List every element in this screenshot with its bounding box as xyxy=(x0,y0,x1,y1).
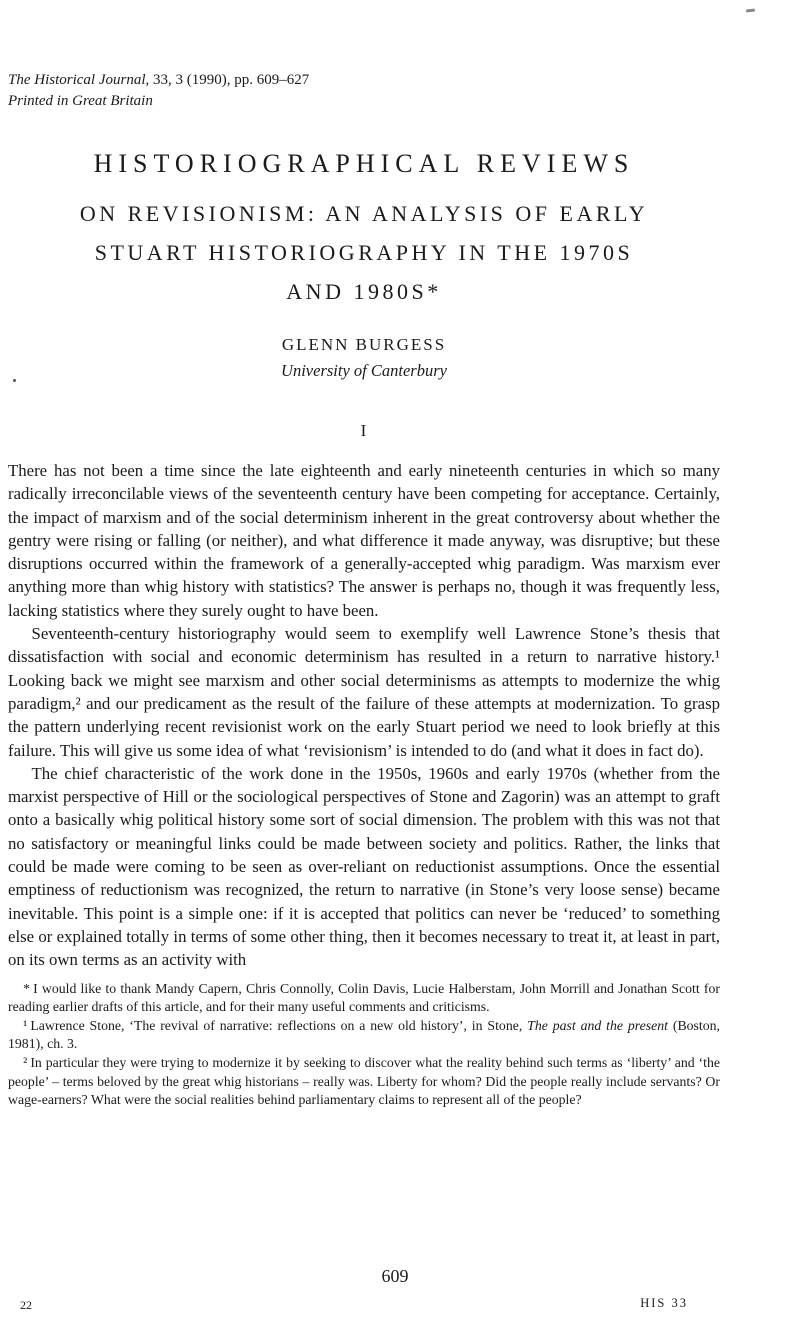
section-numeral: I xyxy=(360,421,368,440)
footnote-marker: ² xyxy=(23,1054,28,1070)
footnote-marker: * xyxy=(23,980,31,996)
author-affiliation: University of Canterbury xyxy=(281,361,447,380)
footnotes xyxy=(8,980,720,1110)
page-number: 609 xyxy=(381,1266,409,1286)
article-title-line-1: ON REVISIONISM: AN ANALYSIS OF EARLY xyxy=(79,201,649,226)
section-heading: HISTORIOGRAPHICAL REVIEWS xyxy=(93,149,635,178)
footnote-1 xyxy=(8,1017,720,1054)
page-content xyxy=(8,0,720,1110)
journal-citation: The Historical Journal, 33, 3 (1990), pp. 609–627 xyxy=(8,72,310,88)
footnote-text: I would like to thank Mandy Capern, Chris Connolly, Colin Davis, Lucie Halberstam, John Morrill and Jonathan Scott for reading earlier drafts of this article, and for their many useful comments and criticisms. xyxy=(8,980,720,1015)
article-title-line-3: AND 1980S* xyxy=(286,279,442,304)
article-title-line-2: STUART HISTORIOGRAPHY IN THE 1970S xyxy=(94,240,634,265)
footnote-asterisk xyxy=(8,980,720,1017)
scan-artifact-icon xyxy=(746,9,755,13)
print-signature-right: HIS 33 xyxy=(640,1296,688,1310)
journal-header xyxy=(8,0,720,112)
body-paragraph-1: There has not been a time since the late eighteenth and early nineteenth centuries in which so many radically irreconcilable views of the seventeenth century have been competing for acceptance. Certainly, the impact of marxism and of the social determinism inherent in the great controversy about whether the gentry were rising or falling (or neither), and what difference it made anyway, was disruptive; but these disruptions occurred within the framework of a generally-accepted whig paradigm. Was marxism ever anything more than whig history with statistics? The answer is perhaps no, though it was frequently less, lacking statistics where they surely ought to have been. xyxy=(8,461,720,620)
printed-in-line: Printed in Great Britain xyxy=(8,93,153,109)
article-body xyxy=(8,459,720,972)
article-title xyxy=(8,194,720,311)
footnote-text: In particular they were trying to modernize it by seeking to discover what the reality behind such terms as ‘liberty’ and ‘the people’ – terms beloved by the great whig historians – really was. Liberty for whom? Did the people really include servants? Or wage-earners? What were the social realities behind parliamentary claims to represent all of the people? xyxy=(8,1054,720,1108)
body-paragraph-3: The chief characteristic of the work done in the 1950s, 1960s and early 1970s (whether from the marxist perspective of Hill or the sociological perspectives of Stone and Zagorin) was an attempt to graft onto a basically whig political history some sort of social dimension. The problem with this was not that no satisfactory or meaningful links could be made between society and politics. Rather, the links that could be made were coming to be seen as over-reliant on reductionist assumptions. Once the essential emptiness of reductionism was recognized, the return to narrative (in Stone’s very loose sense) became inevitable. This point is a simple one: if it is accepted that politics can never be ‘reduced’ to something else or explained totally in terms of some other thing, then it becomes necessary to treat it, at least in part, on its own terms as an activity with xyxy=(8,763,720,970)
footnote-2 xyxy=(8,1054,720,1110)
print-signature-left: 22 xyxy=(20,1298,32,1312)
footnote-text: Lawrence Stone, ‘The revival of narrative: reflections on a new old history’, in Stone, The past and the present (Boston, 1981), ch. 3. xyxy=(8,1017,720,1052)
author-name: GLENN BURGESS xyxy=(281,335,447,354)
footnote-marker: ¹ xyxy=(23,1017,28,1033)
body-paragraph-2: Seventeenth-century historiography would seem to exemplify well Lawrence Stone’s thesis that dissatisfaction with social and economic determinism has resulted in a return to narrative history.¹ Looking back we might see marxism and other social determinisms as attempts to modernize the whig paradigm,² and our predicament as the result of the failure of these attempts at modernization. To grasp the pattern underlying recent revisionist work on the early Stuart period we need to look briefly at this failure. This will give us some idea of what ‘revisionism’ is intended to do (and what it does in fact do). xyxy=(8,624,720,760)
